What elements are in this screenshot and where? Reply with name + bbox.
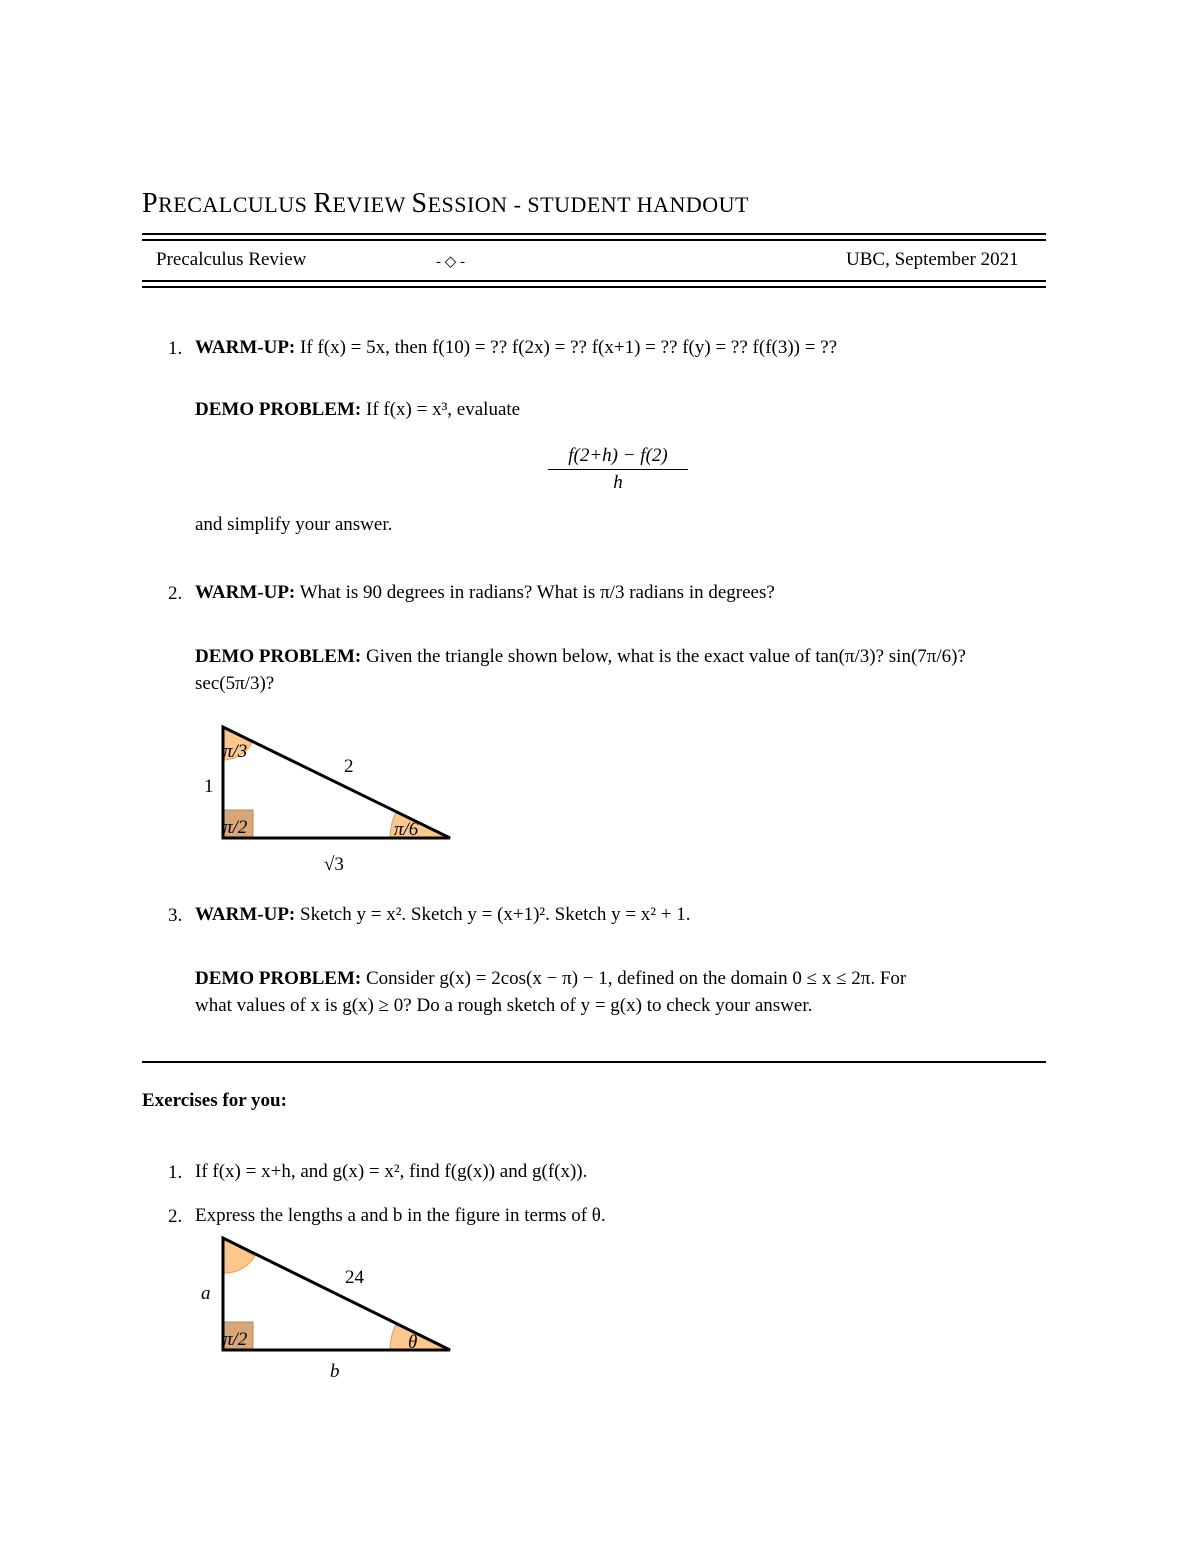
angle-right-label: π/2: [223, 1329, 248, 1350]
problem-1-demo: [195, 397, 520, 423]
triangle-diagram-2: [190, 1228, 470, 1388]
demo-label: DEMO PROBLEM:: [195, 968, 362, 989]
fraction-denominator: h: [613, 472, 623, 493]
warmup-text: What is 90 degrees in radians? What is π/3 radians in degrees?: [299, 582, 775, 603]
demo-text-line1: Consider g(x) = 2cos(x − π) − 1, defined on the domain 0 ≤ x ≤ 2π. For: [366, 968, 907, 989]
section-divider: [142, 1061, 1046, 1063]
header-rule-top-2: [142, 239, 1046, 241]
demo-text: If f(x) = x³, evaluate: [366, 399, 521, 420]
side-left-label: a: [201, 1283, 211, 1304]
page-title: PRECALCULUS REVIEW SESSION - STUDENT HANDOUT: [142, 188, 749, 219]
problem-3-warmup: [195, 902, 690, 928]
problem-1-number: 1.: [168, 338, 183, 359]
demo-label: DEMO PROBLEM:: [195, 399, 362, 420]
header-rule-bottom-2: [142, 286, 1046, 288]
side-left-label: 1: [204, 776, 214, 797]
problem-2-number: 2.: [168, 583, 183, 604]
problem-1-demo-after: and simplify your answer.: [195, 514, 393, 535]
problem-2-warmup: [195, 580, 775, 606]
side-hypotenuse-label: 2: [344, 756, 354, 777]
header-center-ornament: - ◇ -: [436, 254, 466, 270]
warmup-label: WARM-UP:: [195, 904, 296, 925]
header-rule-top-1: [142, 233, 1046, 235]
header-rule-bottom-1: [142, 280, 1046, 282]
problem-2-demo-line2: sec(5π/3)?: [195, 673, 275, 694]
exercises-heading: Exercises for you:: [142, 1090, 287, 1111]
header-left-text: Precalculus Review: [156, 249, 307, 270]
problem-3-demo: [195, 966, 906, 992]
exercise-2-number: 2.: [168, 1206, 183, 1227]
exercise-1-text: If f(x) = x+h, and g(x) = x², find f(g(x)) and g(f(x)).: [195, 1161, 588, 1182]
warmup-text: Sketch y = x². Sketch y = (x+1)². Sketch y = x² + 1.: [300, 904, 691, 925]
problem-2-demo: [195, 644, 966, 670]
angle-top-label: π/3: [223, 741, 248, 762]
fraction-numerator: f(2+h) − f(2): [568, 445, 668, 466]
angle-theta-label: θ: [408, 1332, 418, 1353]
angle-bottom-label: π/6: [394, 819, 419, 840]
side-bottom-label: b: [330, 1361, 340, 1382]
problem-3-demo-line2: what values of x is g(x) ≥ 0? Do a rough sketch of y = g(x) to check your answer.: [195, 995, 813, 1016]
fraction-bar: [548, 469, 688, 470]
exercise-1-number: 1.: [168, 1162, 183, 1183]
angle-right-label: π/2: [223, 817, 248, 838]
demo-text-line1: Given the triangle shown below, what is the exact value of tan(π/3)? sin(7π/6)?: [366, 646, 966, 667]
problem-1-warmup: [195, 335, 837, 361]
side-bottom-label: √3: [324, 854, 344, 875]
angle-top-arc: [223, 1238, 255, 1273]
demo-label: DEMO PROBLEM:: [195, 646, 362, 667]
warmup-text: If f(x) = 5x, then f(10) = ?? f(2x) = ?? f(x+1) = ?? f(y) = ?? f(f(3)) = ??: [300, 337, 838, 358]
warmup-label: WARM-UP:: [195, 582, 296, 603]
header-right-text: UBC, September 2021: [846, 249, 1019, 270]
problem-3-number: 3.: [168, 905, 183, 926]
triangle-diagram-1: [190, 715, 470, 885]
exercise-2-text: Express the lengths a and b in the figure in terms of θ.: [195, 1205, 606, 1226]
warmup-label: WARM-UP:: [195, 337, 296, 358]
difference-quotient-fraction: [548, 445, 688, 494]
side-hypotenuse-label: 24: [345, 1267, 364, 1288]
